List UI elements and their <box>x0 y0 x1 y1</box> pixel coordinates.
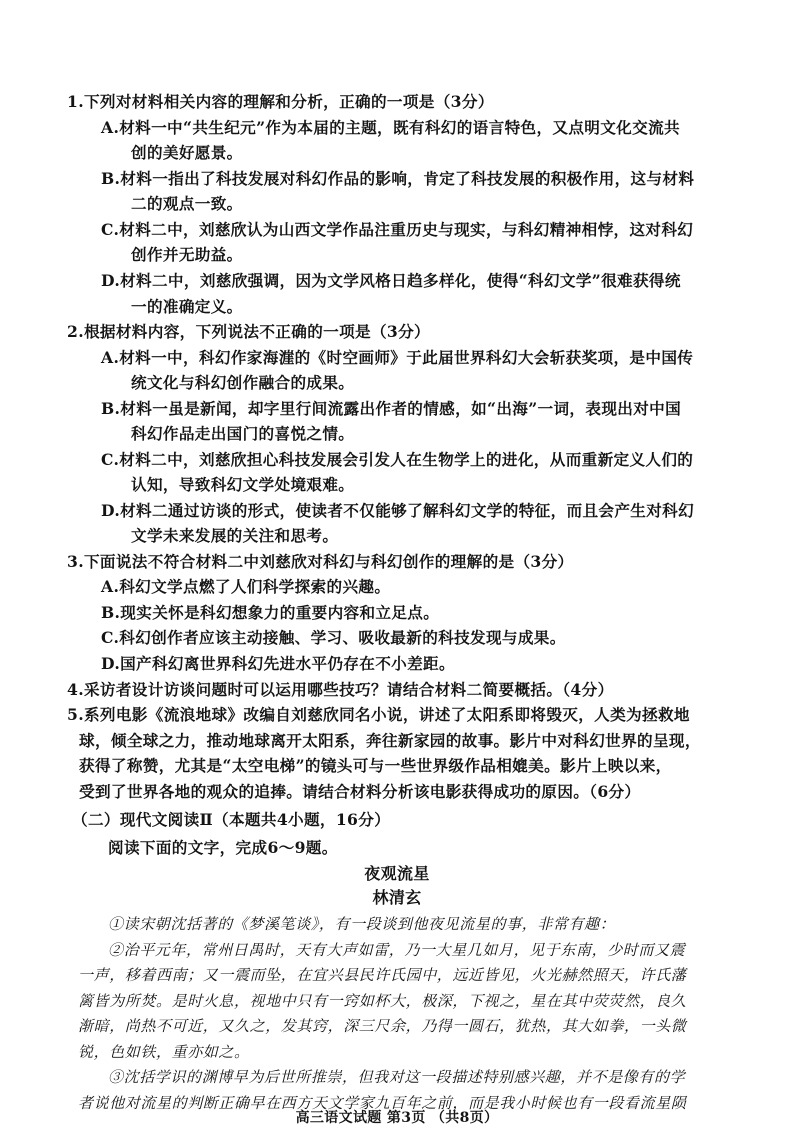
question-2-stem: 2.根据材料内容，下列说法不正确的一项是（3分） <box>67 322 430 341</box>
question-1-option-b: B.材料一指出了科技发展对科幻作品的影响，肯定了科技发展的积极作用，这与材料 <box>101 169 695 188</box>
passage-paragraph-3: ③沈括学识的渊博早为后世所推崇，但我对这一段描述特别感兴趣，并不是像有的学 <box>108 1068 686 1086</box>
question-3-stem: 3.下面说法不符合材料二中刘慈欣对科幻与科幻创作的理解的是（3分） <box>67 552 574 571</box>
question-2-option-c: C.材料二中，刘慈欣担心科技发展会引发人在生物学上的进化，从而重新定义人们的 <box>101 450 694 469</box>
passage-paragraph-2-line-5: 锐，色如铁，重亦如之。 <box>78 1043 250 1061</box>
question-3-option-b: B.现实关怀是科幻想象力的重要内容和立足点。 <box>101 603 440 622</box>
question-1-option-c-cont: 创作并无助益。 <box>131 245 243 264</box>
passage-paragraph-2: ②治平元年，常州日禺时，天有大声如雷，乃一大星几如月，见于东南，少时而又震 <box>108 941 686 959</box>
question-2-option-d-cont: 文学未来发展的关注和思考。 <box>131 526 339 545</box>
question-2-option-c-cont: 认知，导致科幻文学处境艰难。 <box>131 475 355 494</box>
question-2-option-b-cont: 科幻作品走出国门的喜悦之情。 <box>131 424 355 443</box>
section-instruction: 阅读下面的文字，完成6～9题。 <box>108 838 338 857</box>
passage-paragraph-3-line-2: 者说他对流星的判断正确早在西方天文学家九百年之前，而是我小时候也有一段看流星陨 <box>78 1094 687 1112</box>
section-heading: （二）现代文阅读Ⅱ（本题共4小题，16分） <box>72 810 391 829</box>
passage-paragraph-2-line-2: 一声，移着西南；又一震而坠，在宜兴县民许氏园中，远近皆见，火光赫然照天，许氏藩 <box>78 966 687 984</box>
passage-paragraph-2-line-3: 篱皆为所焚。是时火息，视地中只有一窍如杯大，极深，下视之，星在其中荧荧然，良久 <box>78 992 687 1010</box>
question-2-option-b: B.材料一虽是新闻，却字里行间流露出作者的情感，如“出海”一词，表现出对中国 <box>101 399 682 418</box>
question-3-option-a: A.科幻文学点燃了人们科学探索的兴趣。 <box>101 577 391 596</box>
question-1-option-d: D.材料二中，刘慈欣强调，因为文学风格日趋多样化，使得“科幻文学”很难获得统 <box>101 271 681 290</box>
question-1-option-b-cont: 二的观点一致。 <box>131 194 243 213</box>
question-4-stem: 4.采访者设计访谈问题时可以运用哪些技巧？请结合材料二简要概括。（4分） <box>67 680 614 699</box>
question-2-option-a: A.材料一中，科幻作家海漄的《时空画师》于此届世界科幻大会斩获奖项，是中国传 <box>101 348 694 367</box>
question-5-line-3: 获得了称赞，尤其是“太空电梯”的镜头可与一些世界级作品相媲美。影片上映以来， <box>79 756 672 775</box>
question-3-option-c: C.科幻创作者应该主动接触、学习、吸收最新的科技发现与成果。 <box>101 628 566 647</box>
question-1-stem: 1.下列对材料相关内容的理解和分析，正确的一项是（3分） <box>67 92 494 111</box>
question-2-option-a-cont: 统文化与科幻创作融合的成果。 <box>131 373 355 392</box>
question-1-option-a-cont: 创的美好愿景。 <box>131 143 243 162</box>
question-1-option-c: C.材料二中，刘慈欣认为山西文学作品注重历史与现实，与科幻精神相悖，这对科幻 <box>101 220 694 239</box>
question-5-stem: 5.系列电影《流浪地球》改编自刘慈欣同名小说，讲述了太阳系即将毁灭，人类为拯救地 <box>67 705 690 724</box>
page-footer: 高三语文试题 第3页 （共8页） <box>295 1110 499 1126</box>
question-1-option-a: A.材料一中“共生纪元”作为本届的主题，既有科幻的语言特色，又点明文化交流共 <box>101 118 680 137</box>
question-2-option-d: D.材料二通过访谈的形式，使读者不仅能够了解科幻文学的特征，而且会产生对科幻 <box>101 501 695 520</box>
question-5-line-4: 受到了世界各地的观众的追捧。请结合材料分析该电影获得成功的原因。（6分） <box>79 782 641 801</box>
passage-paragraph-2-line-4: 渐暗，尚热不可近，又久之，发其窍，深三尺余，乃得一圆石，犹热，其大如拳，一头微 <box>78 1017 687 1035</box>
question-5-line-2: 球，倾全球之力，推动地球离开太阳系，奔往新家园的故事。影片中对科幻世界的呈现， <box>79 731 701 750</box>
passage-title: 夜观流星 <box>364 864 430 883</box>
passage-paragraph-1: ①读宋朝沈括著的《梦溪笔谈》，有一段谈到他夜见流星的事，非常有趣： <box>108 915 616 933</box>
question-3-option-d: D.国产科幻离世界科幻先进水平仍存在不小差距。 <box>101 654 455 673</box>
question-1-option-d-cont: 一的准确定义。 <box>131 297 243 316</box>
passage-author: 林清玄 <box>372 888 422 907</box>
